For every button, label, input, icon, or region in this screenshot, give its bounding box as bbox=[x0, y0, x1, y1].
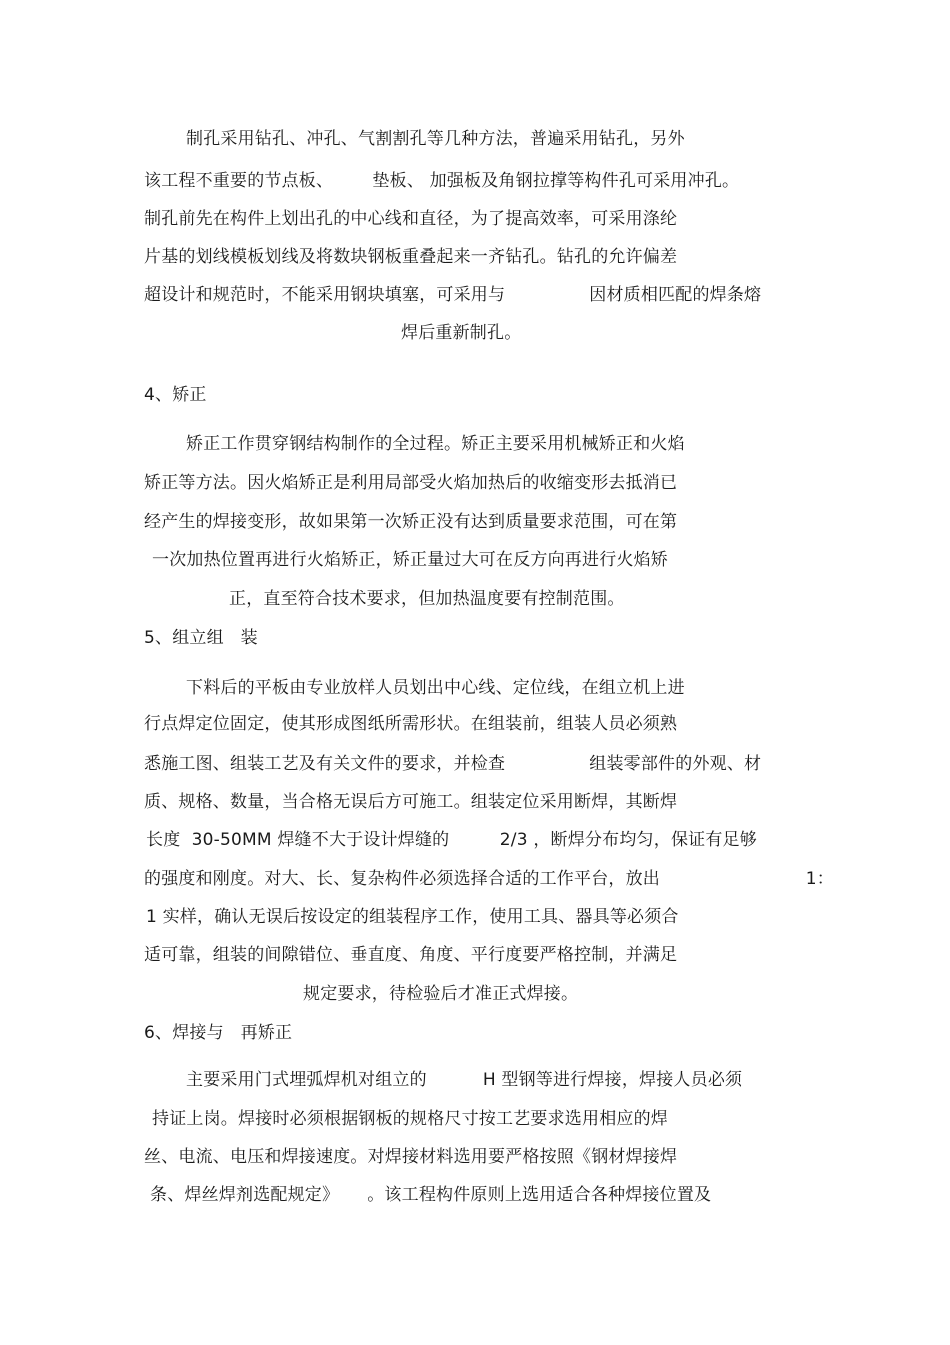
paragraph-line: 丝、电流、电压和焊接速度。对焊接材料选用要严格按照《钢材焊接焊 bbox=[144, 1147, 678, 1167]
paragraph-line: 矫正等方法。因火焰矫正是利用局部受火焰加热后的收缩变形去抵消已 bbox=[144, 473, 678, 493]
section-heading: 5、组立组 装 bbox=[144, 628, 258, 648]
paragraph-line: 下料后的平板由专业放样人员划出中心线、定位线，在组立机上进 bbox=[186, 678, 685, 698]
paragraph-line: 经产生的焊接变形，故如果第一次矫正没有达到质量要求范围，可在第 bbox=[144, 512, 678, 532]
paragraph-line: 正，直至符合技术要求，但加热温度要有控制范围。 bbox=[229, 589, 625, 609]
paragraph-line: 制孔前先在构件上划出孔的中心线和直径，为了提高效率，可采用涤纶 bbox=[144, 209, 678, 229]
paragraph-line: 悉施工图、组装工艺及有关文件的要求，并检查 组装零部件的外观、材 bbox=[144, 754, 762, 774]
paragraph-line: 片基的划线模板划线及将数块钢板重叠起来一齐钻孔。钻孔的允许偏差 bbox=[144, 247, 678, 267]
paragraph-line: 质、规格、数量，当合格无误后方可施工。组装定位采用断焊，其断焊 bbox=[144, 792, 678, 812]
paragraph-line: 主要采用门式埋弧焊机对组立的 H 型钢等进行焊接，焊接人员必须 bbox=[186, 1070, 743, 1090]
paragraph-line: 持证上岗。焊接时必须根据钢板的规格尺寸按工艺要求选用相应的焊 bbox=[152, 1109, 668, 1129]
paragraph-line: 矫正工作贯穿钢结构制作的全过程。矫正主要采用机械矫正和火焰 bbox=[186, 434, 685, 454]
paragraph-line: 长度 30-50MM 焊缝不大于设计焊缝的 2/3 ，断焊分布均匀，保证有足够 bbox=[146, 830, 757, 850]
paragraph-line: 适可靠，组装的间隙错位、垂直度、角度、平行度要严格控制，并满足 bbox=[144, 945, 678, 965]
paragraph-line: 焊后重新制孔。 bbox=[401, 323, 522, 343]
paragraph-line: 条、焊丝焊剂选配规定》 。该工程构件原则上选用适合各种焊接位置及 bbox=[150, 1185, 712, 1205]
paragraph-line: 一次加热位置再进行火焰矫正，矫正量过大可在反方向再进行火焰矫 bbox=[152, 550, 668, 570]
paragraph-line: 该工程不重要的节点板、 垫板、 加强板及角钢拉撑等构件孔可采用冲孔。 bbox=[144, 171, 740, 191]
paragraph-line: 1 实样，确认无误后按设定的组装程序工作，使用工具、器具等必须合 bbox=[146, 907, 679, 927]
paragraph-line: 超设计和规范时，不能采用钢块填塞，可采用与 因材质相匹配的焊条熔 bbox=[144, 285, 762, 305]
paragraph-line: 规定要求，待检验后才准正式焊接。 bbox=[303, 984, 579, 1004]
paragraph-line: 行点焊定位固定，使其形成图纸所需形状。在组装前，组装人员必须熟 bbox=[144, 714, 678, 734]
section-heading: 6、焊接与 再矫正 bbox=[144, 1023, 293, 1043]
paragraph-line: 的强度和刚度。对大、长、复杂构件必须选择合适的工作平台，放出 1： bbox=[144, 869, 834, 889]
section-heading: 4、矫正 bbox=[144, 385, 207, 405]
paragraph-line: 制孔采用钻孔、冲孔、气割割孔等几种方法，普遍采用钻孔，另外 bbox=[186, 129, 685, 149]
